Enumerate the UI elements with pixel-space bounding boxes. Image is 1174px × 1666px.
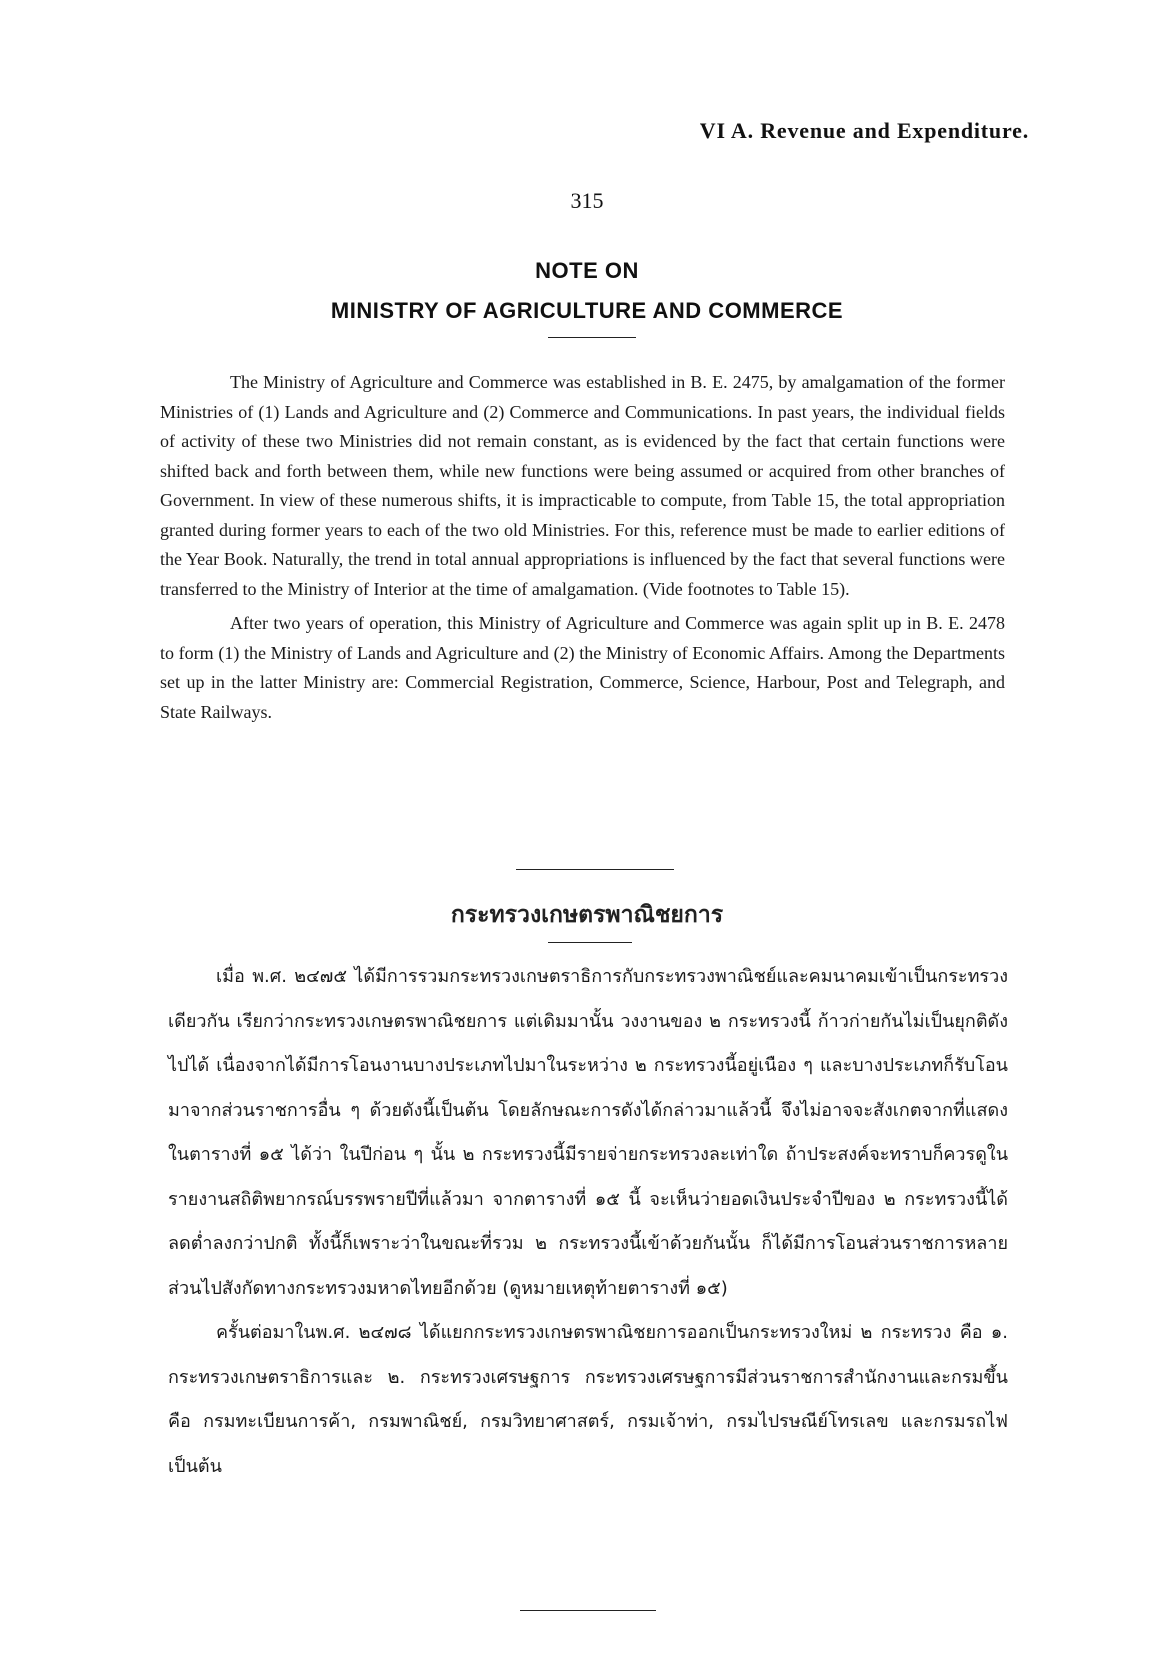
thai-note-body <box>168 955 1008 1489</box>
english-paragraph-2: After two years of operation, this Ministry of Agriculture and Commerce was again split up in B. E. 2478 to form (1) the Ministry of Lands and Agriculture and (2) the Ministry of Economic Affairs. Among the Departments set up in the latter Ministry are: Commercial Registration, Commerce, Science, Harbour, Post and Telegraph, and State Railways. <box>160 613 1005 722</box>
thai-paragraph-2: ครั้นต่อมาในพ.ศ. ๒๔๗๘ ได้แยกกระทรวงเกษตรพาณิชยการออกเป็นกระทรวงใหม่ ๒ กระทรวง คือ ๑. กระทรวงเกษตราธิการและ ๒. กระทรวงเศรษฐการ กระทรวงเศรษฐการมีส่วนราชการสำนักงานและกรมขึ้น คือ กรมทะเบียนการค้า, กรมพาณิชย์, กรมวิทยาศาสตร์, กรมเจ้าท่า, กรมไปรษณีย์โทรเลข และกรมรถไฟเป็นต้น <box>168 1322 1008 1477</box>
title-divider <box>548 337 636 338</box>
english-paragraph-1: The Ministry of Agriculture and Commerce was established in B. E. 2475, by amalgamation of the former Ministries of (1) Lands and Agriculture and (2) Commerce and Communications. In past years, the individual fields of activity of these two Ministries did not remain constant, as is evidenced by the fact that certain functions were shifted back and forth between them, while new functions were being assumed or acquired from other branches of Government. In view of these numerous shifts, it is impracticable to compute, from Table 15, the total appropriation granted during former years to each of the two old Ministries. For this, reference must be made to earlier editions of the Year Book. Naturally, the trend in total annual appropriations is influenced by the fact that several functions were transferred to the Ministry of Interior at the time of amalgamation. (Vide footnotes to Table 15). <box>160 372 1005 599</box>
section-header: VI A. Revenue and Expenditure. <box>699 118 1029 143</box>
section-divider <box>516 869 674 870</box>
thai-title: กระทรวงเกษตรพาณิชยการ <box>450 902 724 928</box>
end-divider <box>520 1610 656 1611</box>
page-number: 315 <box>570 188 604 213</box>
note-title-line-2: MINISTRY OF AGRICULTURE AND COMMERCE <box>330 298 844 323</box>
thai-paragraph-1: เมื่อ พ.ศ. ๒๔๗๕ ได้มีการรวมกระทรวงเกษตราธิการกับกระทรวงพาณิชย์และคมนาคมเข้าเป็นกระทรวงเดียวกัน เรียกว่ากระทรวงเกษตรพาณิชยการ แต่เดิมมานั้น วงงานของ ๒ กระทรวงนี้ ก้าวก่ายกันไม่เป็นยุกติดังไปได้ เนื่องจากได้มีการโอนงานบางประเภทไปมาในระหว่าง ๒ กระทรวงนี้อยู่เนือง ๆ และบางประเภทก็รับโอนมาจากส่วนราชการอื่น ๆ ด้วยดังนี้เป็นต้น โดยลักษณะการดังได้กล่าวมาแล้วนี้ จึงไม่อาจจะสังเกตจากที่แสดงในตารางที่ ๑๕ ได้ว่า ในปีก่อน ๆ นั้น ๒ กระทรวงนี้มีรายจ่ายกระทรวงละเท่าใด ถ้าประสงค์จะทราบก็ควรดูในรายงานสถิติพยากรณ์บรรพรายปีที่แล้วมา จากตารางที่ ๑๕ นี้ จะเห็นว่ายอดเงินประจำปีของ ๒ กระทรวงนี้ได้ลดต่ำลงกว่าปกติ ทั้งนี้ก็เพราะว่าในขณะที่รวม ๒ กระทรวงนี้เข้าด้วยกันนั้น ก็ได้มีการโอนส่วนราชการหลายส่วนไปสังกัดทางกระทรวงมหาดไทยอีกด้วย (ดูหมายเหตุท้ายตารางที่ ๑๕) <box>168 966 1008 1299</box>
english-note-body <box>160 368 1005 727</box>
note-title-line-1: NOTE ON <box>535 258 639 283</box>
thai-title-divider <box>548 942 632 943</box>
